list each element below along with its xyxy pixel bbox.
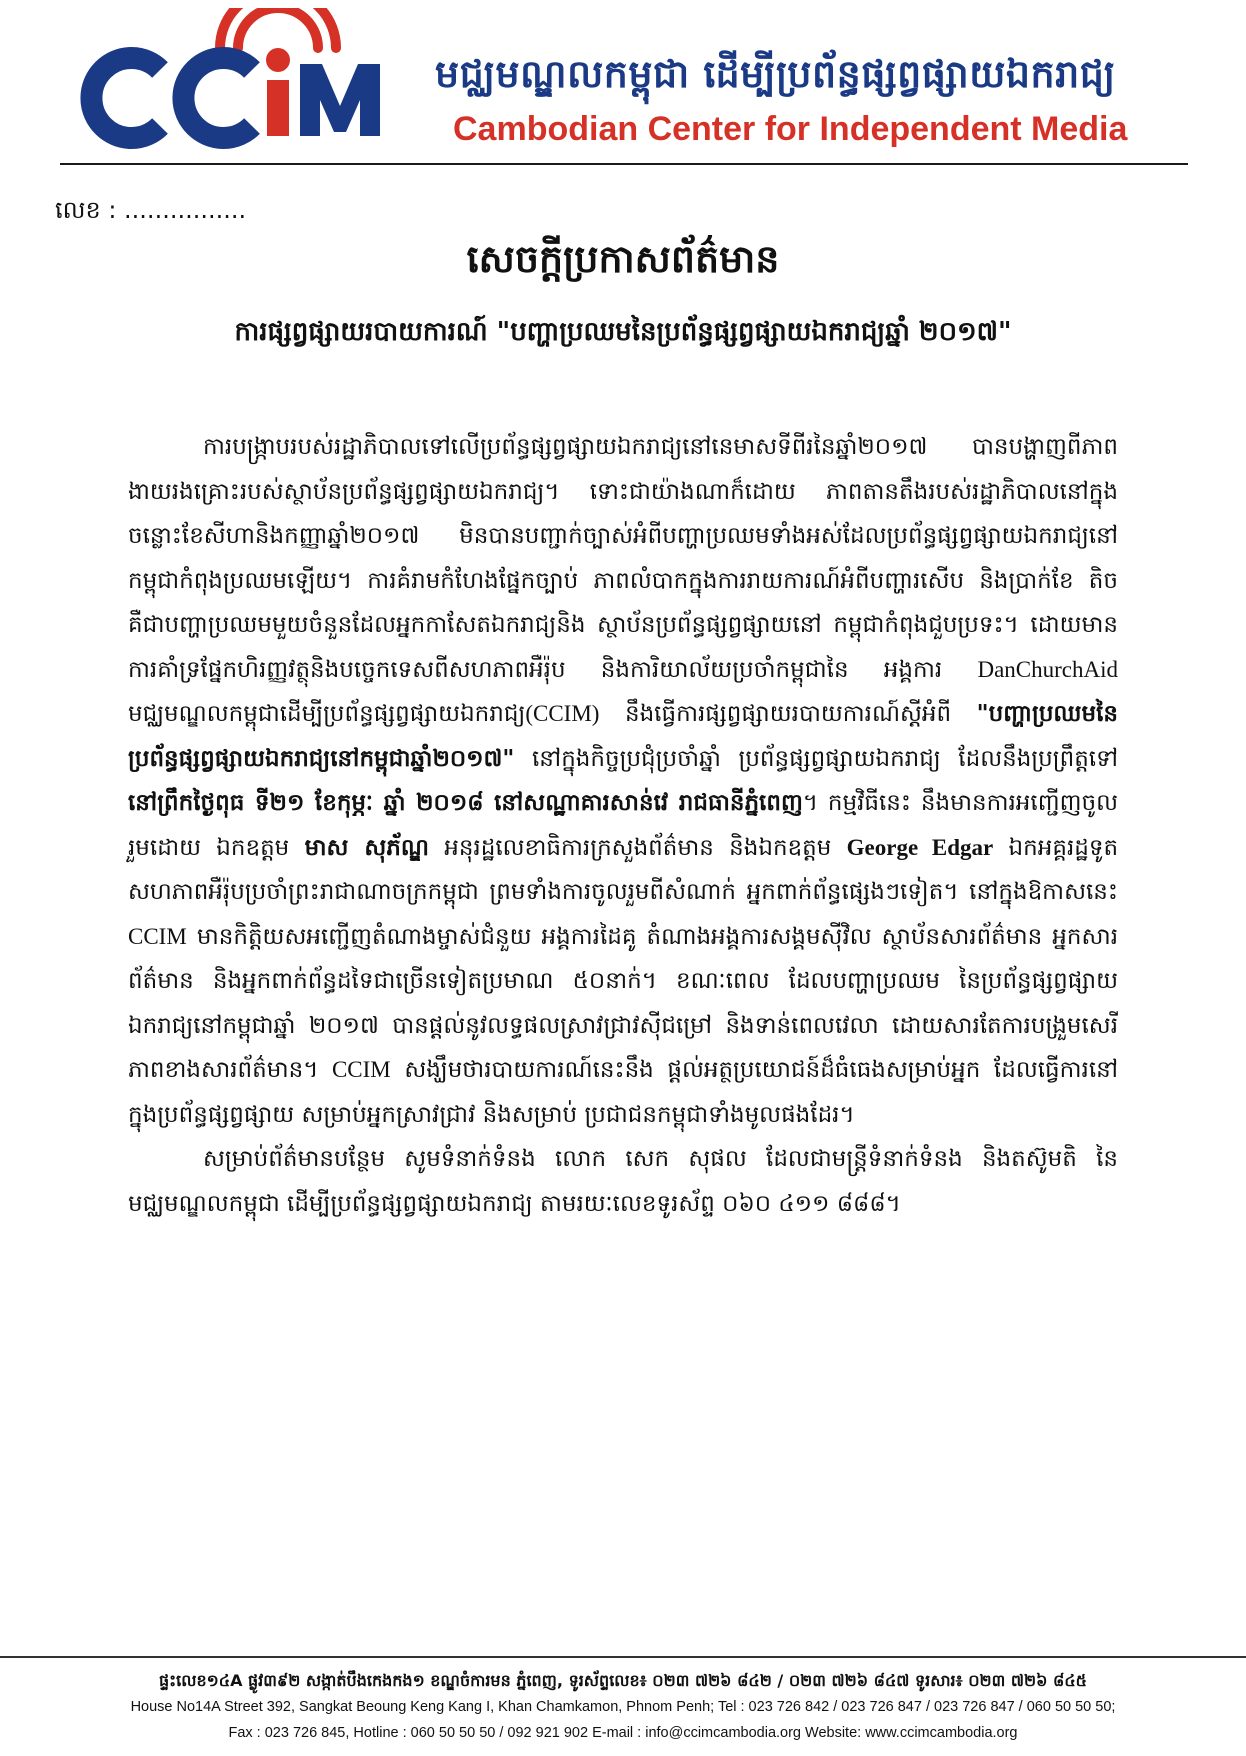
org-name-english: Cambodian Center for Independent Media (453, 110, 1128, 148)
p1-text-1: ការបង្ក្រាបរបស់រដ្ឋាភិបាលទៅលើប្រព័ន្ធផ្សព្វផ្សាយឯករាជ្យនៅនេមាសទីពីរនៃឆ្នាំ២០១៧ បានបង្ហាញពីភាពងាយរងគ្រោះរបស់ស្ថាប័នប្រព័ន្ធផ្សព្វផ្សាយឯករាជ្យ។ ទោះជាយ៉ាងណាក៏ដោយ ភាពតានតឹងរបស់រដ្ឋាភិបាលនៅក្នុងចន្លោះខែសីហានិងកញ្ញាឆ្នាំ២០១៧ មិនបានបញ្ជាក់ច្បាស់អំពីបញ្ហាប្រឈមទាំងអស់ដែលប្រព័ន្ធផ្សព្វផ្សាយឯករាជ្យនៅ កម្ពុជាកំពុងប្រឈមឡើយ។ ការគំរាមកំហែងផ្នែកច្បាប់ ភាពលំបាកក្នុងការរាយការណ៍អំពីបញ្ហារសើប និងប្រាក់ខែ តិចគឺជាបញ្ហាប្រឈមមួយចំនួនដែលអ្នកកាសែតឯករាជ្យនិង ស្ថាប័នប្រព័ន្ធផ្សព្វផ្សាយនៅ កម្ពុជាកំពុងជួបប្រទះ។ ដោយមាន ការគាំទ្រផ្នែកហិរញ្ញវត្ថុនិងបច្ចេកទេសពីសហភាពអឺរ៉ុប និងការិយាល័យប្រចាំកម្ពុជានៃ អង្គការ (128, 434, 1118, 683)
p1-ambassador-name: George Edgar (846, 834, 994, 860)
footer-address-english: House No14A Street 392, Sangkat Beoung Keng Kang I, Khan Chamkamon, Phnom Penh; Tel : 023 726 842 / 023 726 847 / 023 726 847 / 060 50 50 50; (130, 1699, 1116, 1715)
footer-contact: Fax : 023 726 845, Hotline : 060 50 50 50 / 092 921 902 E-mail : info@ccimcambodia.org Website: www.ccimcambodia.org (228, 1725, 1018, 1741)
p1-text-2: មជ្ឈមណ្ឌលកម្ពុជាដើម្បីប្រព័ន្ធផ្សព្វផ្សាយឯករាជ្យ (128, 701, 526, 727)
document-subtitle: ការផ្សព្វផ្សាយរបាយការណ៍ "បញ្ហាប្រឈមនៃប្រព័ន្ធផ្សព្វផ្សាយឯករាជ្យឆ្នាំ ២០១៧" (234, 317, 1012, 347)
p1-text-4: នៅក្នុងកិច្ចប្រជុំប្រចាំឆ្នាំ ប្រព័ន្ធផ្សព្វផ្សាយឯករាជ្យ ដែលនឹងប្រព្រឹត្តទៅ (532, 745, 1118, 772)
p1-text-8: មានកិត្តិយសអញ្ជើញតំណាងម្ចាស់ជំនួយ អង្គការដៃគូ តំណាងអង្គការសង្គមស៊ីវិល ស្ថាប័នសារព័ត៌មាន អ្នកសារ ព័ត៌មាន និងអ្នកពាក់ព័ន្ធដទៃជាច្រើនទៀតប្រមាណ ៥០នាក់។ ខណៈពេល ដែលបញ្ហាប្រឈម នៃប្រព័ន្ធផ្សព្វផ្សាយឯករាជ្យនៅកម្ពុជាឆ្នាំ ២០១៧ បានផ្តល់នូវលទ្ធផលស្រាវជ្រាវស៊ីជម្រៅ និងទាន់ពេលវេលា ដោយសារតែការបង្រួមសេរីភាពខាងសារព័ត៌មាន។ (128, 923, 1119, 1083)
document-title: សេចក្តីប្រកាសព័ត៌មាន (466, 237, 780, 281)
paragraph-1 (128, 425, 1118, 1137)
p1-text-3: នឹងធ្វើការផ្សព្វផ្សាយរបាយការណ៍ស្តីអំពី (624, 701, 952, 727)
p1-event-date-venue: នៅព្រឹកថ្ងៃពុធ ទី២១ ខែកុម្ភៈ ឆ្នាំ ២០១៨ នៅសណ្ឋាគារសាន់វេ រាជធានីភ្នំពេញ (128, 790, 803, 816)
footer-divider (0, 1656, 1246, 1658)
paragraph-2: សម្រាប់ព័ត៌មានបន្ថែម សូមទំនាក់ទំនង លោក សេក សុផល ដែលជាមន្ត្រីទំនាក់ទំនង និងតស៊ូមតិ នៃមជ្ឈមណ្ឌលកម្ពុជា ដើម្បីប្រព័ន្ធផ្សព្វផ្សាយឯករាជ្យ តាមរយៈលេខទូរស័ព្ទ ០៦០ ៤១១ ៨៨៨។ (128, 1146, 1118, 1217)
p1-ccim-acronym: (CCIM) (525, 701, 600, 726)
p1-ccim-1: CCIM (128, 923, 187, 949)
p1-danchurchaid: DanChurchAid (977, 656, 1118, 682)
footer-address-khmer: ផ្ទះលេខ១៤A ផ្លូវ៣៩២ សង្កាត់បឹងកេងកង១ ខណ្ឌចំការមន ភ្នំពេញ, ទូរស័ព្ទលេខ៖ ០២៣ ៧២៦ ៨៤២ / ០២៣ ៧២៦ ៨៤៧ ទូរសារ៖ ០២៣ ៧២៦ ៨៤៥ (158, 1671, 1088, 1690)
p1-text-9: សង្ឃឹមថារបាយការណ៍នេះនឹង ផ្តល់អត្ថប្រយោជន៍ដ៏ធំធេងសម្រាប់អ្នក ដែលធ្វើការនៅក្នុងប្រព័ន្ធផ្សព្វផ្សាយ សម្រាប់អ្នកស្រាវជ្រាវ និងសម្រាប់ ប្រជាជនកម្ពុជាទាំងមូលផងដែរ។ (128, 1057, 1119, 1128)
reference-number: លេខ : ................ (55, 196, 247, 224)
header-divider (60, 163, 1188, 165)
org-name-khmer: មជ្ឈមណ្ឌលកម្ពុជា ដើម្បីប្រព័ន្ធផ្សព្វផ្សាយឯករាជ្យ (435, 52, 1116, 96)
p1-ccim-2: CCIM (331, 1057, 391, 1082)
footer (0, 1668, 1246, 1746)
p1-text-6: អនុរដ្ឋលេខាធិការក្រសួងព័ត៌មាន និងឯកឧត្តម (444, 834, 832, 861)
p1-text-7: ឯកអគ្គរដ្ឋទូត សហភាពអឺរ៉ុបប្រចាំព្រះរាជាណាចក្រកម្ពុជា ព្រមទាំងការចូលរួមពីសំណាក់ អ្នកពាក់ព័ន្ធផ្សេងៗទៀត។ នៅក្នុងឱកាសនេះ (128, 834, 1119, 905)
p1-guest-name: មាស សុភ័ណ្ឌ (304, 834, 429, 861)
letterhead (60, 8, 1190, 158)
ccim-logo (60, 8, 420, 158)
body-text (128, 425, 1118, 1226)
p1-report-title: "បញ្ហាប្រឈមនៃ ប្រព័ន្ធផ្សព្វផ្សាយឯករាជ្យនៅកម្ពុជាឆ្នាំ២០១៧" (128, 701, 1118, 772)
p1-text-5: ។ កម្មវិធីនេះ នឹងមានការអញ្ជើញចូលរួមដោយ ឯកឧត្តម (128, 790, 1119, 861)
